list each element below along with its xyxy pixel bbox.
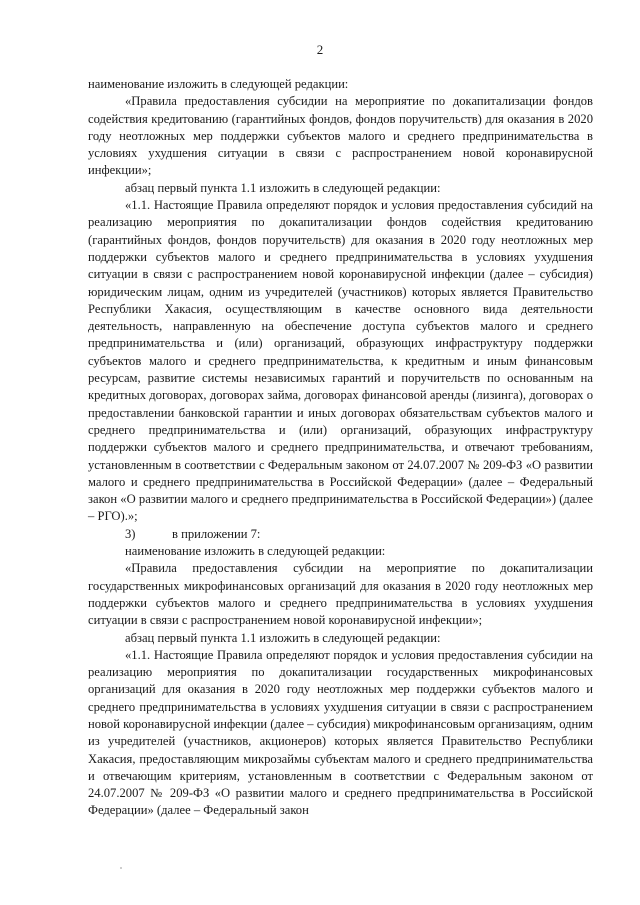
paragraph-clause-1-1-guarantee-funds: «1.1. Настоящие Правила определяют порядок и условия предоставления субсидий на реализацию мероприятия по докапитализации фондов содействия кредитованию (гарантийных фондов, фондов поручительств) для оказания в 2020 году неотложных мер поддержки субъектов малого и среднего предпринимательства в условиях ухудшения ситуации в связи с распространением новой коронавирусной инфекции (далее – субсидия) юридическим лицам, одним из учредителей (участников) которых является Правительство Республики Хакасия, осуществляющим в качестве основного вида деятельности деятельность, направленную на обеспечение доступа субъектов малого и среднего предпринимательства и (или) организаций, образующих инфраструктуру поддержки субъектов малого и среднего предпринимательства, к кредитным и иным финансовым ресурсам, развитие системы независимых гарантий и поручительств по основанным на кредитных договорах, договорах займа, договорах финансовой аренды (лизинга), договорах о предоставлении банковской гарантии и иных договорах обязательствам субъектов малого и среднего предпринимательства и (или) организаций, образующих инфраструктуру поддержки субъектов малого и среднего предпринимательства, и отвечают требованиям, установленным в соответствии с Федеральным законом от 24.07.2007 № 209-ФЗ «О развитии малого и среднего предпринимательства в Российской Федерации» (далее – Федеральный закон «О развитии малого и среднего предпринимательства в Российской Федерации») (далее – РГО).»; (88, 198, 593, 524)
paragraph-item-3 (88, 526, 593, 543)
document-body (88, 76, 593, 820)
page-number: 2 (316, 42, 324, 57)
scan-speck (120, 867, 122, 869)
paragraph-clause-instruction-1: абзац первый пункта 1.1 изложить в следующей редакции: (125, 180, 441, 195)
item-number: 3) (125, 526, 136, 541)
paragraph-naming-instruction-2: наименование изложить в следующей редакции: (125, 544, 386, 559)
paragraph-naming-instruction-1: наименование изложить в следующей редакции: (88, 77, 349, 91)
item-text: в приложении 7: (172, 526, 261, 541)
paragraph-rules-title-guarantee-funds: «Правила предоставления субсидии на мероприятие по докапитализации фондов содействия кредитованию (гарантийных фондов, фондов поручительств) для оказания в 2020 году неотложных мер поддержки субъектов малого и среднего предпринимательства в условиях ухудшения ситуации в связи с распространением новой коронавирусной инфекции»; (88, 94, 593, 178)
paragraph-rules-title-microfinance: «Правила предоставления субсидии на мероприятие по докапитализации государственных микрофинансовых организаций для оказания в 2020 году неотложных мер поддержки субъектов малого и среднего предпринимательства в условиях ухудшения ситуации в связи с распространением новой коронавирусной инфекции»; (88, 561, 593, 628)
paragraph-clause-1-1-microfinance: «1.1. Настоящие Правила определяют порядок и условия предоставления субсидии на реализацию мероприятия по докапитализации государственных микрофинансовых организаций для оказания в 2020 году неотложных мер поддержки субъектов малого и среднего предпринимательства в условиях ухудшения ситуации в связи с распространением новой коронавирусной инфекции (далее – субсидия) микрофинансовым организациям, одним из учредителей (участников, акционеров) которых является Правительство Республики Хакасия, предоставляющим микрозаймы субъектам малого и среднего предпринимательства и отвечающим критериям, установленным в соответствии с Федеральным законом от 24.07.2007 № 209-ФЗ «О развитии малого и среднего предпринимательства в Российской Федерации» (далее – Федеральный закон (88, 647, 593, 818)
paragraph-clause-instruction-2: абзац первый пункта 1.1 изложить в следующей редакции: (125, 630, 441, 645)
